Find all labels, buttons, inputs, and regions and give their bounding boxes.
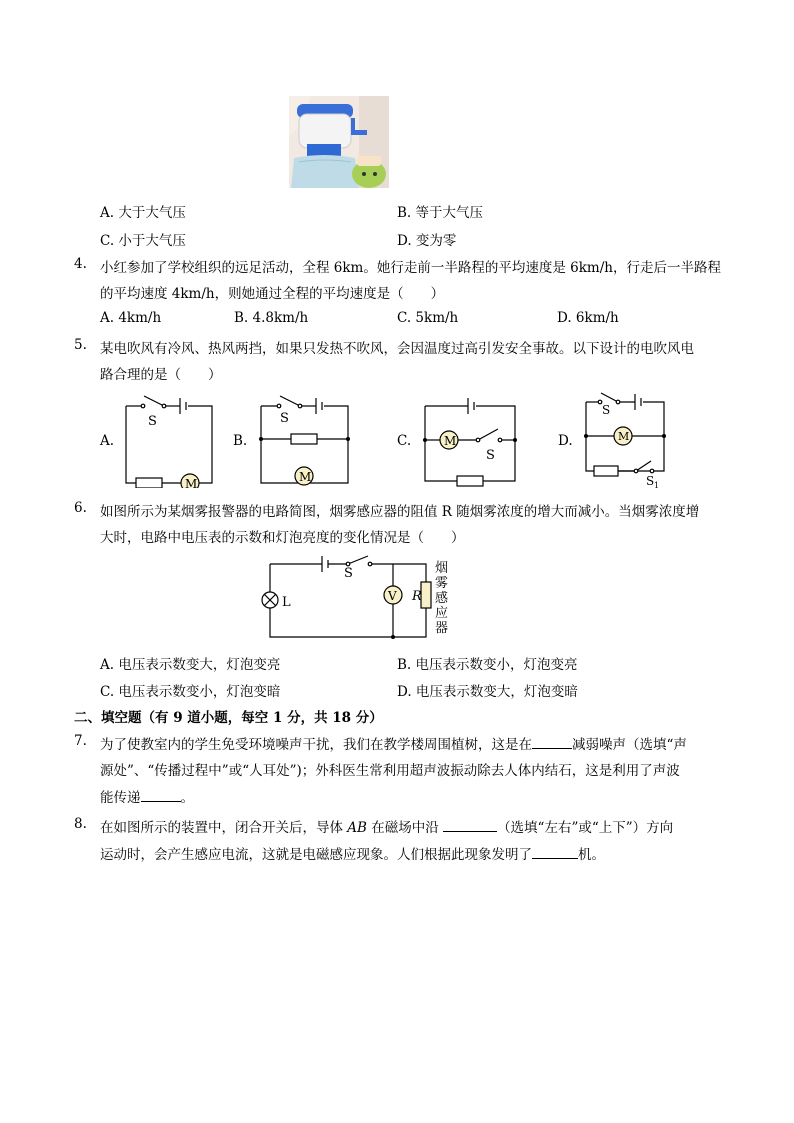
q6-number: 6. — [74, 500, 87, 516]
q5-number: 5. — [74, 337, 87, 353]
q6-option-a: A. 电压表示数变大，灯泡变亮 — [100, 657, 281, 673]
q8-text-line1: 在如图所示的装置中，闭合开关后，导体 AB 在磁场中沿 （选填“左右”或“上下”）方向 — [100, 820, 674, 836]
q5-text-line1: 某电吹风有冷风、热风两挡，如果只发热不吹风，会因温度过高引发安全事故。以下设计的电吹风电 — [100, 341, 694, 357]
circuit-b-motor-label: M — [299, 470, 312, 484]
q7-blank-1[interactable] — [532, 736, 572, 749]
sensor-label-char-5: 器 — [435, 621, 449, 636]
q4-text-line1: 小红参加了学校组织的远足活动，全程 6km。她行走前一半路程的平均速度是 6km/h，行走后一半路程 — [100, 260, 721, 276]
circuit-d — [580, 390, 675, 490]
q7-blank-2[interactable] — [141, 789, 181, 802]
circuit-c-switch-label: S — [486, 448, 495, 463]
smoke-circuit-voltmeter-label: V — [388, 589, 397, 603]
sensor-label-char-1: 烟 — [435, 561, 449, 576]
q7-number: 7. — [74, 733, 87, 749]
water-pump-photo — [289, 96, 389, 188]
smoke-circuit-resistor-label: R — [412, 589, 422, 604]
q6-option-b: B. 电压表示数变小，灯泡变亮 — [397, 657, 578, 673]
circuit-d-switch2-label: S — [646, 474, 655, 488]
q3-option-c: C. 小于大气压 — [100, 233, 186, 249]
circuit-b — [256, 393, 356, 488]
q6-option-c: C. 电压表示数变小，灯泡变暗 — [100, 684, 281, 700]
smoke-circuit-lamp-label: L — [282, 595, 291, 610]
circuit-c-motor-label: M — [444, 434, 457, 448]
sensor-label-char-4: 应 — [435, 606, 449, 621]
q5-text-line2: 路合理的是（ ） — [100, 367, 222, 383]
circuit-d-switch2-subscript: 1 — [654, 481, 660, 490]
q6-text-line2: 大时，电路中电压表的示数和灯泡亮度的变化情况是（ ） — [100, 530, 465, 546]
q4-text-line2: 的平均速度 4km/h，则她通过全程的平均速度是（ ） — [100, 286, 445, 302]
conductor-ab: AB — [347, 820, 367, 836]
q7-text-line2: 源处”、“传播过程中”或“人耳处”)；外科医生常利用超声波振动除去人体内结石，这是利用了声波 — [100, 763, 680, 779]
sensor-label-char-3: 感 — [435, 591, 449, 606]
smoke-circuit-switch-label: S — [344, 566, 353, 581]
q5-label-c: C. — [397, 433, 412, 449]
circuit-a — [120, 393, 220, 488]
smoke-alarm-circuit — [258, 552, 458, 644]
q4-option-b: B. 4.8km/h — [234, 310, 309, 326]
q3-option-d: D. 变为零 — [397, 233, 457, 249]
q5-label-a: A. — [100, 433, 115, 449]
circuit-c — [420, 393, 520, 488]
q4-option-a: A. 4km/h — [100, 310, 162, 326]
q8-blank-1[interactable] — [443, 819, 497, 832]
circuit-d-switch-label: S — [602, 403, 611, 417]
circuit-a-motor-label: M — [185, 477, 198, 488]
circuit-a-switch-label: S — [148, 414, 157, 429]
q3-option-b: B. 等于大气压 — [397, 205, 484, 221]
q4-option-c: C. 5km/h — [397, 310, 459, 326]
q4-number: 4. — [74, 256, 87, 272]
q8-blank-2[interactable] — [532, 846, 578, 859]
q5-label-d: D. — [558, 433, 573, 449]
q3-option-a: A. 大于大气压 — [100, 205, 186, 221]
q4-option-d: D. 6km/h — [557, 310, 619, 326]
q6-option-d: D. 电压表示数变大，灯泡变暗 — [397, 684, 578, 700]
circuit-b-switch-label: S — [280, 411, 289, 426]
q7-text-line3: 能传递 。 — [100, 790, 194, 806]
q8-text-line2: 运动时，会产生感应电流，这就是电磁感应现象。人们根据此现象发明了 机。 — [100, 847, 605, 863]
section-title-fill-in: 二、填空题（有 9 道小题，每空 1 分，共 18 分） — [74, 710, 383, 726]
sensor-label-char-2: 雾 — [435, 576, 449, 591]
q8-number: 8. — [74, 816, 87, 832]
q5-label-b: B. — [233, 433, 248, 449]
q6-text-line1: 如图所示为某烟雾报警器的电路简图，烟雾感应器的阻值 R 随烟雾浓度的增大而减小。当烟雾浓度增 — [100, 504, 700, 520]
circuit-d-motor-label: M — [618, 430, 630, 443]
q7-text-line1: 为了使教室内的学生免受环境噪声干扰，我们在教学楼周围植树，这是在 减弱噪声（选填“声 — [100, 737, 687, 753]
